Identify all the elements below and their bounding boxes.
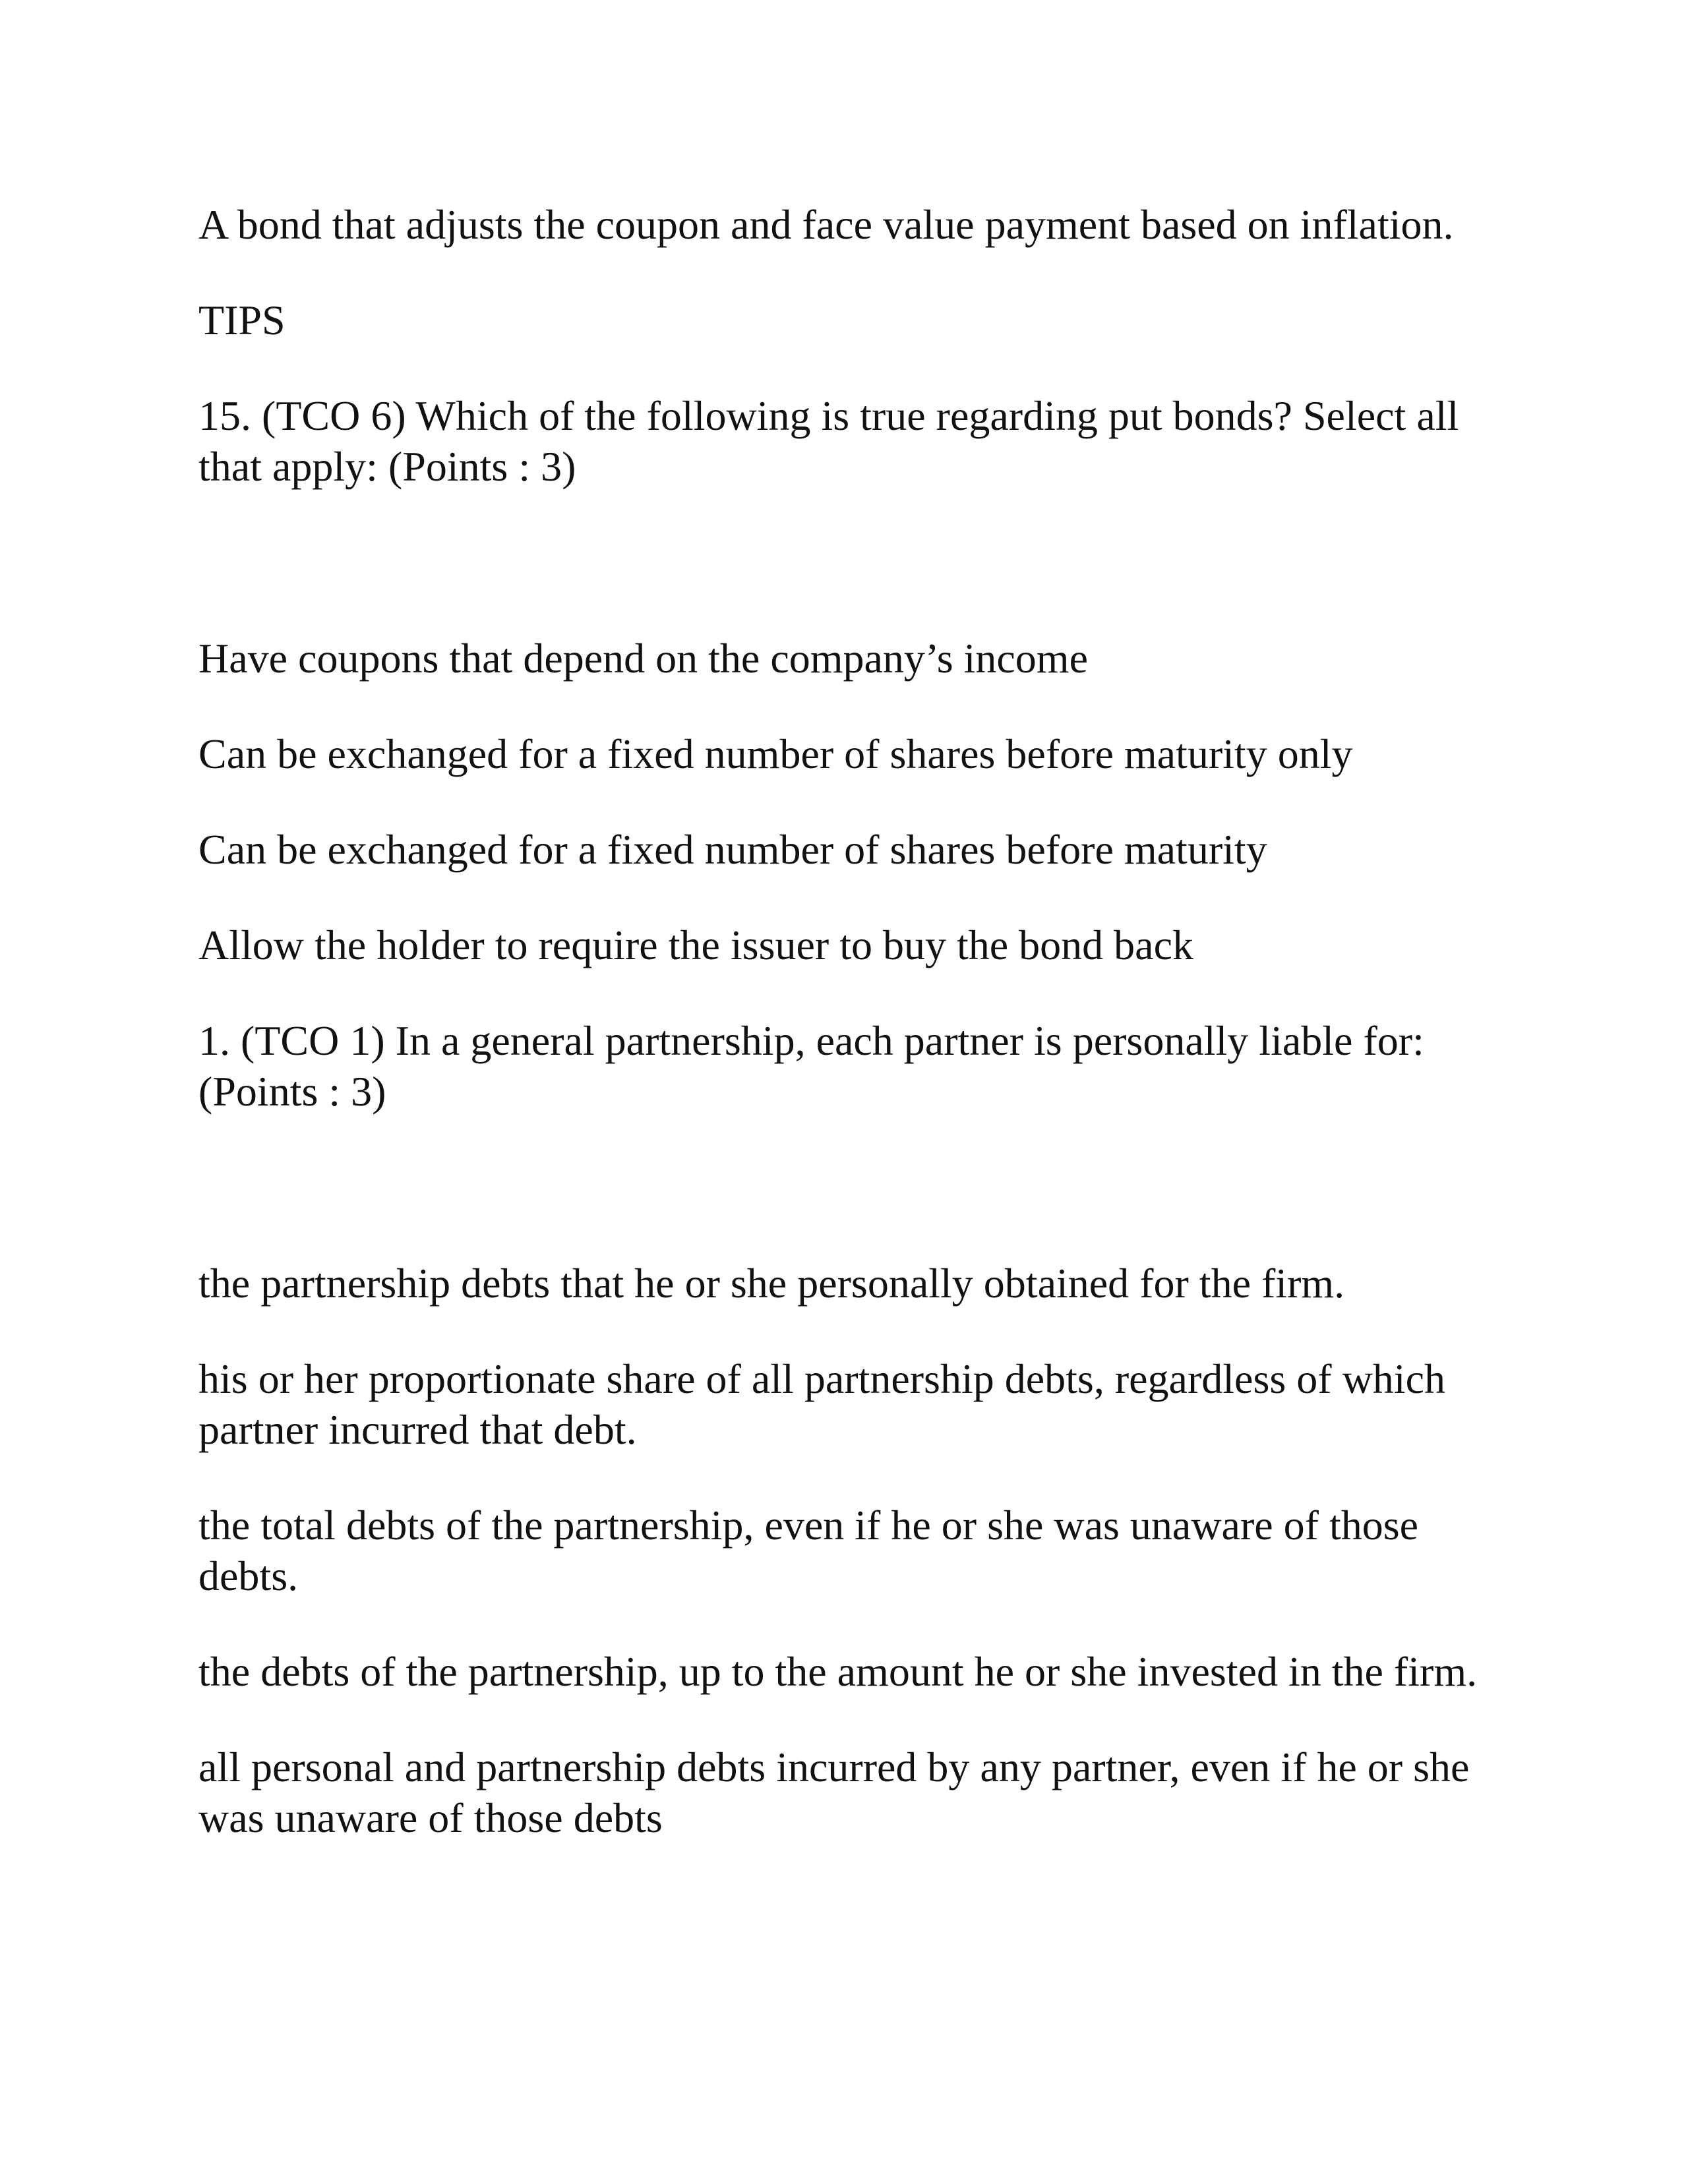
answer-label-tips: TIPS bbox=[198, 297, 286, 343]
question-15-option: Have coupons that depend on the company’s income bbox=[198, 635, 1088, 682]
document-body bbox=[198, 199, 1504, 1843]
question-1-option: his or her proportionate share of all partnership debts, regardless of which partner incurred that debt. bbox=[198, 1355, 1445, 1453]
question-1-option: the partnership debts that he or she personally obtained for the firm. bbox=[198, 1260, 1345, 1307]
question-1-option: the total debts of the partnership, even if he or she was unaware of those debts. bbox=[198, 1502, 1419, 1599]
question-15-option: Allow the holder to require the issuer to buy the bond back bbox=[198, 922, 1193, 968]
question-15-option: Can be exchanged for a fixed number of shares before maturity bbox=[198, 826, 1267, 873]
question-15-option: Can be exchanged for a fixed number of shares before maturity only bbox=[198, 730, 1353, 777]
question-15-text: 15. (TCO 6) Which of the following is true regarding put bonds? Select all that apply: (Points : 3) bbox=[198, 392, 1459, 490]
question-1-option: all personal and partnership debts incurred by any partner, even if he or she was unaware of those debts bbox=[198, 1744, 1470, 1841]
question-1-option: the debts of the partnership, up to the amount he or she invested in the firm. bbox=[198, 1648, 1478, 1695]
inflation-bond-description: A bond that adjusts the coupon and face value payment based on inflation. bbox=[198, 201, 1454, 248]
question-1-text: 1. (TCO 1) In a general partnership, each partner is personally liable for: (Points : 3) bbox=[198, 1017, 1424, 1115]
